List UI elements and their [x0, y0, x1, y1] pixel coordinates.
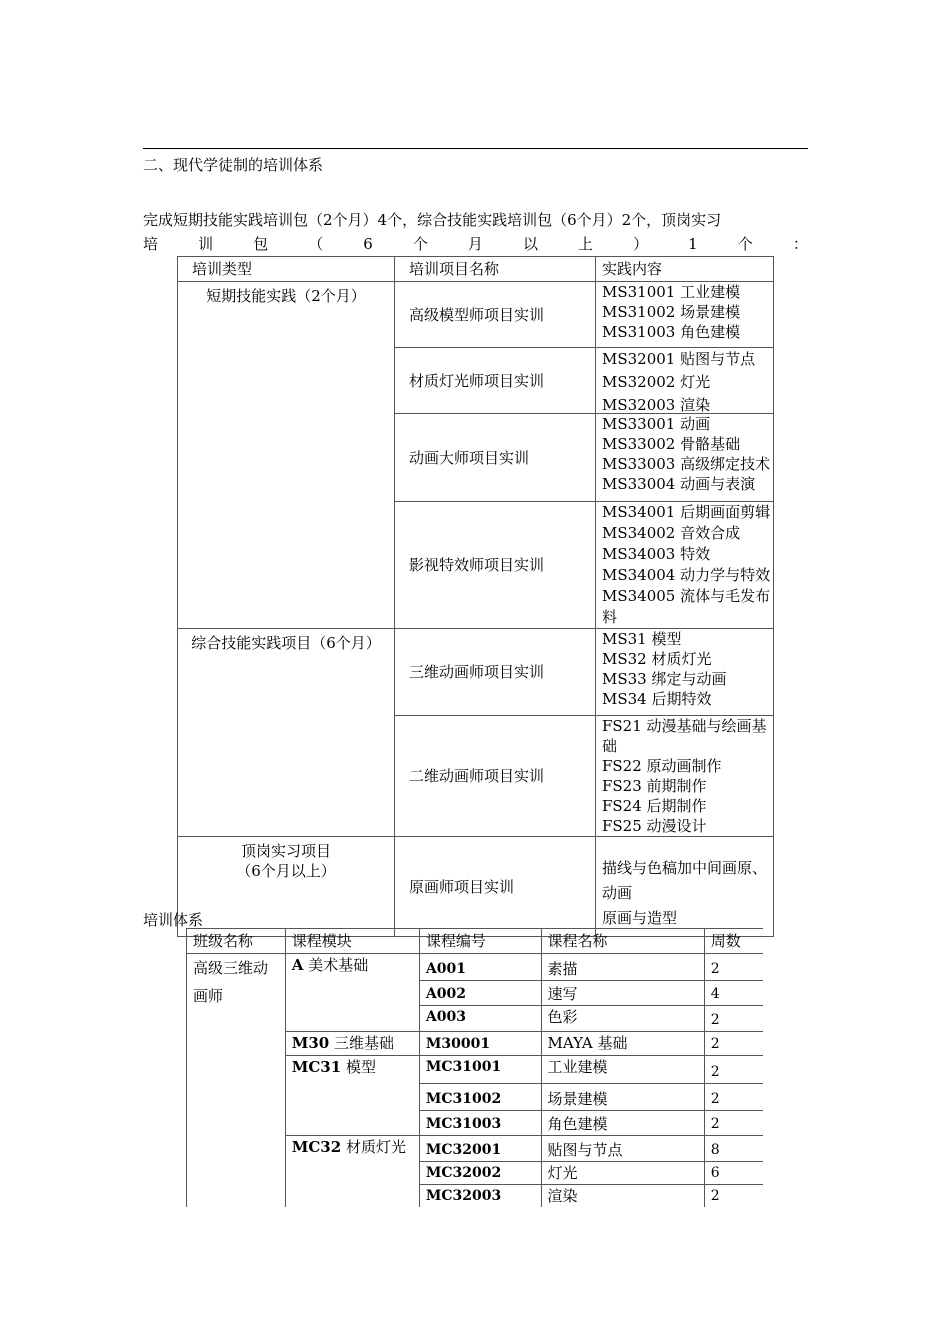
list-item: MS34005 流体与毛发布料 — [602, 587, 771, 626]
header-cell: 课程模块 — [285, 929, 419, 954]
list-item: MS33 绑定与动画 — [602, 670, 727, 688]
course-weeks: 2 — [704, 1056, 763, 1084]
module-code: M30 — [291, 1034, 330, 1052]
table-row — [178, 282, 774, 348]
class-name: 高级三维动画师 — [193, 959, 269, 1005]
module-cell — [285, 1056, 419, 1136]
training-type-line: 顶岗实习项目 — [240, 842, 331, 860]
module-name: 模型 — [345, 1058, 376, 1076]
module-code: MC31 — [291, 1058, 342, 1076]
practice-content-cell — [596, 837, 774, 937]
course-table — [186, 928, 763, 1207]
project-name-cell: 原画师项目实训 — [395, 837, 596, 937]
header-rule — [143, 148, 808, 149]
practice-table — [177, 256, 774, 937]
intro-line-2 — [143, 232, 808, 256]
intro-char: （ — [308, 235, 324, 253]
project-name-cell: 材质灯光师项目实训 — [395, 348, 596, 414]
intro-char: 上 — [578, 235, 594, 253]
list-item: MS33001 动画 — [602, 415, 711, 433]
course-code: M30001 — [419, 1032, 541, 1056]
module-cell — [285, 1032, 419, 1056]
intro-char: ： — [792, 235, 808, 253]
course-weeks: 4 — [704, 981, 763, 1006]
intro-char: 训 — [198, 235, 214, 253]
course-code: A002 — [419, 981, 541, 1006]
course-weeks: 6 — [704, 1162, 763, 1185]
intro-paragraph — [143, 208, 808, 256]
header-cell: 实践内容 — [596, 257, 774, 282]
practice-content-cell — [596, 629, 774, 716]
list-item: FS25 动漫设计 — [602, 817, 707, 835]
table-header-row — [187, 929, 764, 954]
list-item: MS33004 动画与表演 — [602, 475, 756, 493]
module-cell — [285, 1136, 419, 1208]
list-item: FS21 动漫基础与绘画基础 — [602, 717, 767, 755]
list-item: 原画与造型 — [602, 909, 678, 927]
list-item: MS31002 场景建模 — [602, 303, 741, 321]
course-weeks: 2 — [704, 1111, 763, 1136]
table-row — [178, 837, 774, 937]
course-code: A003 — [419, 1006, 541, 1032]
course-weeks: 2 — [704, 1084, 763, 1111]
table-row — [178, 629, 774, 716]
course-code: MC31001 — [419, 1056, 541, 1084]
list-item: MS33002 骨骼基础 — [602, 435, 741, 453]
training-type-cell: 综合技能实践项目（6个月） — [178, 629, 395, 837]
header-cell: 课程编号 — [419, 929, 541, 954]
course-name: MAYA 基础 — [541, 1032, 704, 1056]
list-item: FS22 原动画制作 — [602, 757, 722, 775]
practice-content-cell — [596, 348, 774, 414]
class-name-cell — [187, 954, 286, 1208]
course-weeks: 2 — [704, 1006, 763, 1032]
project-name-cell: 三维动画师项目实训 — [395, 629, 596, 716]
training-type-line: （6个月以上） — [236, 862, 336, 880]
project-name-cell: 高级模型师项目实训 — [395, 282, 596, 348]
list-item: MS32001 贴图与节点 — [602, 350, 756, 368]
course-code: MC32001 — [419, 1136, 541, 1162]
list-item: FS23 前期制作 — [602, 777, 707, 795]
practice-content-cell — [596, 414, 774, 502]
module-cell — [285, 954, 419, 1032]
list-item: MS33003 高级绑定技术 — [602, 455, 771, 473]
course-name: 工业建模 — [541, 1056, 704, 1084]
training-system-label: 培训体系 — [143, 911, 204, 929]
list-item: MS31003 角色建模 — [602, 323, 741, 341]
course-code: A001 — [419, 954, 541, 981]
project-name-cell: 影视特效师项目实训 — [395, 502, 596, 629]
course-name: 速写 — [541, 981, 704, 1006]
list-item: MS34004 动力学与特效 — [602, 566, 771, 584]
list-item: 描线与色稿加中间画原、动画 — [602, 859, 768, 902]
course-code: MC32003 — [419, 1185, 541, 1208]
project-name-cell: 二维动画师项目实训 — [395, 716, 596, 837]
course-name: 渲染 — [541, 1185, 704, 1208]
module-name: 材质灯光 — [345, 1138, 406, 1156]
course-code: MC31003 — [419, 1111, 541, 1136]
intro-char: 包 — [253, 235, 269, 253]
practice-content-cell — [596, 716, 774, 837]
intro-char: 培 — [143, 235, 159, 253]
intro-char: 以 — [522, 235, 538, 253]
course-code: MC31002 — [419, 1084, 541, 1111]
module-code: A — [291, 956, 304, 974]
list-item: MS34001 后期画面剪辑 — [602, 503, 771, 521]
intro-char: 个 — [412, 235, 428, 253]
practice-content-cell — [596, 282, 774, 348]
list-item: MS32002 灯光 — [602, 373, 711, 391]
module-name: 三维基础 — [334, 1034, 395, 1052]
course-name: 贴图与节点 — [541, 1136, 704, 1162]
list-item: MS31001 工业建模 — [602, 283, 741, 301]
module-name: 美术基础 — [308, 956, 369, 974]
list-item: MS34002 音效合成 — [602, 524, 741, 542]
course-weeks: 2 — [704, 1032, 763, 1056]
course-name: 素描 — [541, 954, 704, 981]
intro-char: 个 — [737, 235, 753, 253]
header-cell: 班级名称 — [187, 929, 286, 954]
intro-char: ） — [633, 235, 649, 253]
module-code: MC32 — [291, 1138, 342, 1156]
course-name: 角色建模 — [541, 1111, 704, 1136]
intro-char: 6 — [363, 235, 373, 253]
intro-line-1: 完成短期技能实践培训包（2个月）4个，综合技能实践培训包（6个月）2个，顶岗实习 — [143, 211, 722, 229]
header-cell: 课程名称 — [541, 929, 704, 954]
training-type-cell: 短期技能实践（2个月） — [178, 282, 395, 629]
table-header-row — [178, 257, 774, 282]
course-weeks: 2 — [704, 954, 763, 981]
intro-char: 1 — [688, 235, 698, 253]
project-name-cell: 动画大师项目实训 — [395, 414, 596, 502]
list-item: MS32003 渲染 — [602, 396, 711, 413]
list-item: MS32 材质灯光 — [602, 650, 712, 668]
header-cell: 培训类型 — [178, 257, 395, 282]
intro-char: 月 — [467, 235, 483, 253]
course-weeks: 2 — [704, 1185, 763, 1208]
course-weeks: 8 — [704, 1136, 763, 1162]
course-name: 场景建模 — [541, 1084, 704, 1111]
header-cell: 周数 — [704, 929, 763, 954]
practice-content-cell — [596, 502, 774, 629]
course-code: MC32002 — [419, 1162, 541, 1185]
course-name: 色彩 — [541, 1006, 704, 1032]
header-cell: 培训项目名称 — [395, 257, 596, 282]
list-item: MS31 模型 — [602, 630, 682, 648]
course-name: 灯光 — [541, 1162, 704, 1185]
list-item: MS34003 特效 — [602, 545, 711, 563]
section-title: 二、现代学徒制的培训体系 — [143, 156, 324, 174]
list-item: MS34 后期特效 — [602, 690, 712, 708]
list-item: FS24 后期制作 — [602, 797, 707, 815]
training-type-cell — [178, 837, 395, 937]
table-row — [187, 954, 764, 981]
